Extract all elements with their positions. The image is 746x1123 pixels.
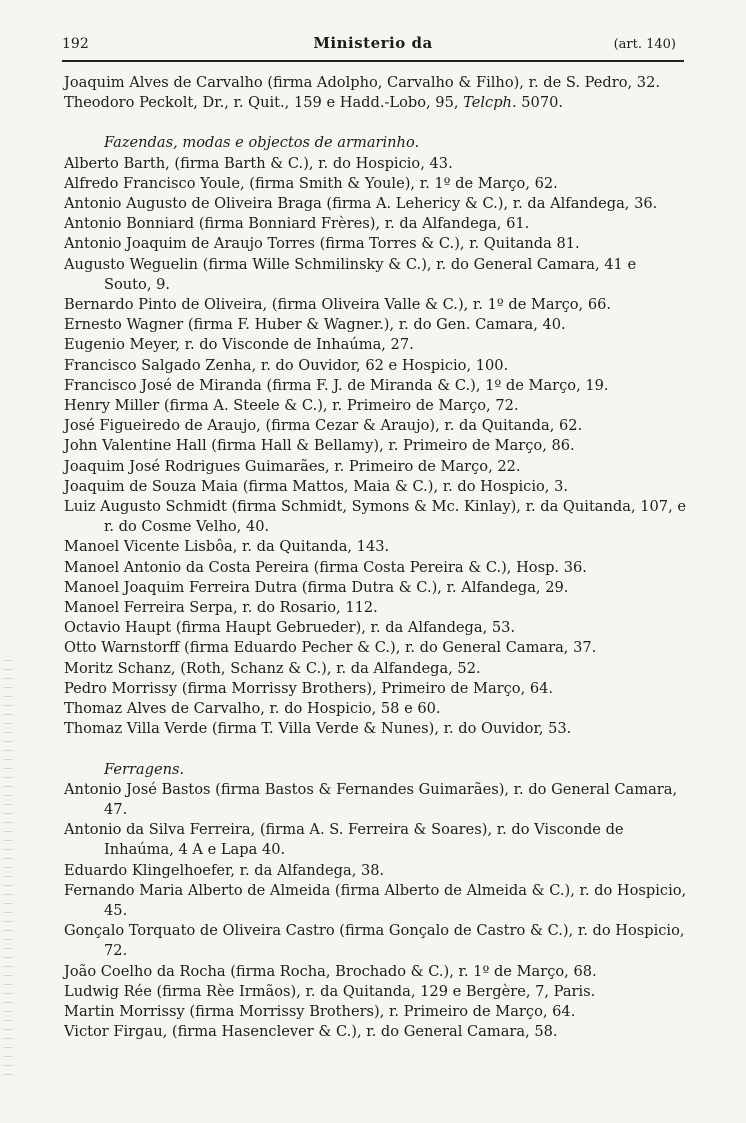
list-item: Manoel Antonio da Costa Pereira (firma Costa Pereira & C.), Hosp. 36. xyxy=(64,558,587,576)
list-item: Luiz Augusto Schmidt (firma Schmidt, Symons & Mc. Kinlay), r. da Quitanda, 107, e r. do Cosme Velho, 40. xyxy=(64,498,686,536)
list-item: Antonio José Bastos (firma Bastos & Fernandes Guimarães), r. do General Camara, 47. xyxy=(64,780,678,818)
page-number: 192 xyxy=(62,36,89,52)
list-item: Alberto Barth, (firma Barth & C.), r. do Hospicio, 43. xyxy=(64,154,453,172)
list-item: Manoel Joaquim Ferreira Dutra (firma Dutra & C.), r. Alfandega, 29. xyxy=(64,578,569,596)
list-item: Henry Miller (firma A. Steele & C.), r. Primeiro de Março, 72. xyxy=(64,397,519,415)
list-item: José Figueiredo de Araujo, (firma Cezar & Araujo), r. da Quitanda, 62. xyxy=(64,417,583,435)
list-item: Joaquim José Rodrigues Guimarães, r. Primeiro de Março, 22. xyxy=(64,457,521,475)
section-spacer xyxy=(64,113,688,133)
list-item: João Coelho da Rocha (firma Rocha, Brochado & C.), r. 1º de Março, 68. xyxy=(64,962,597,980)
running-title: Ministerio da xyxy=(313,34,433,52)
scan-edge-noise xyxy=(3,660,13,1080)
telephone-number: 5070. xyxy=(516,94,564,112)
list-item: Augusto Weguelin (firma Wille Schmilinsky & C.), r. do General Camara, 41 e Souto, 9. xyxy=(64,255,637,293)
list-item: Eduardo Klingelhoefer, r. da Alfandega, 38. xyxy=(64,861,385,879)
section-heading-ferragens: Ferragens. xyxy=(104,760,185,778)
list-item: Joaquim Alves de Carvalho (firma Adolpho, Carvalho & Filho), r. de S. Pedro, 32. xyxy=(64,74,660,91)
section-heading-fazendas: Fazendas, modas e objectos de armarinho. xyxy=(104,134,420,152)
list-item: Antonio Augusto de Oliveira Braga (firma A. Lehericy & C.), r. da Alfandega, 36. xyxy=(64,195,658,213)
list-item: Bernardo Pinto de Oliveira, (firma Oliveira Valle & C.), r. 1º de Março, 66. xyxy=(64,296,612,314)
list-item: Gonçalo Torquato de Oliveira Castro (firma Gonçalo de Castro & C.), r. do Hospicio, 72. xyxy=(64,922,685,960)
section-spacer xyxy=(64,740,688,760)
list-item: Alfredo Francisco Youle, (firma Smith & Youle), r. 1º de Março, 62. xyxy=(64,174,558,192)
list-item: John Valentine Hall (firma Hall & Bellamy), r. Primeiro de Março, 86. xyxy=(64,437,575,455)
list-item: Ernesto Wagner (firma F. Huber & Wagner.), r. do Gen. Camara, 40. xyxy=(64,316,566,334)
list-item: Octavio Haupt (firma Haupt Gebrueder), r. da Alfandega, 53. xyxy=(64,619,516,637)
list-item: Thomaz Villa Verde (firma T. Villa Verde & Nunes), r. do Ouvidor, 53. xyxy=(64,720,572,738)
list-item: Francisco Salgado Zenha, r. do Ouvidor, 62 e Hospicio, 100. xyxy=(64,356,509,374)
list-item: Francisco José de Miranda (firma F. J. de Miranda & C.), 1º de Março, 19. xyxy=(64,376,609,394)
directory-listing xyxy=(64,73,688,1042)
entry-text: Theodoro Peckolt, Dr., r. Quit., 159 e Hadd.-Lobo, 95, xyxy=(64,94,464,112)
page-header xyxy=(62,34,684,62)
list-item: Ludwig Rée (firma Rèe Irmãos), r. da Quitanda, 129 e Bergère, 7, Paris. xyxy=(64,982,596,1000)
list-item: Antonio Joaquim de Araujo Torres (firma Torres & C.), r. Quitanda 81. xyxy=(64,235,580,253)
list-item: Joaquim de Souza Maia (firma Mattos, Maia & C.), r. do Hospicio, 3. xyxy=(64,477,569,495)
list-item: Eugenio Meyer, r. do Visconde de Inhaúma, 27. xyxy=(64,336,414,354)
list-item: Antonio da Silva Ferreira, (firma A. S. Ferreira & Soares), r. do Visconde de Inhaúma, 4 A e Lapa 40. xyxy=(64,821,624,859)
list-item: Moritz Schanz, (Roth, Schanz & C.), r. da Alfandega, 52. xyxy=(64,659,481,677)
list-item: Manoel Ferreira Serpa, r. do Rosario, 112. xyxy=(64,599,378,617)
list-item: Martin Morrissy (firma Morrissy Brothers), r. Primeiro de Março, 64. xyxy=(64,1002,576,1020)
list-item: Thomaz Alves de Carvalho, r. do Hospicio, 58 e 60. xyxy=(64,700,441,718)
list-item: Manoel Vicente Lisbôa, r. da Quitanda, 143. xyxy=(64,538,390,556)
list-item: Victor Firgau, (firma Hasenclever & C.), r. do General Camara, 58. xyxy=(64,1023,558,1041)
list-item: Antonio Bonniard (firma Bonniard Frères), r. da Alfandega, 61. xyxy=(64,215,530,233)
article-reference: (art. 140) xyxy=(613,37,676,52)
list-item: Otto Warnstorff (firma Eduardo Pecher & C.), r. do General Camara, 37. xyxy=(64,639,597,657)
list-item: Fernando Maria Alberto de Almeida (firma Alberto de Almeida & C.), r. do Hospicio, 45. xyxy=(64,881,687,919)
list-item: Pedro Morrissy (firma Morrissy Brothers), Primeiro de Março, 64. xyxy=(64,679,554,697)
telephone-abbrev: Telcph. xyxy=(463,94,517,112)
list-item xyxy=(64,93,688,113)
